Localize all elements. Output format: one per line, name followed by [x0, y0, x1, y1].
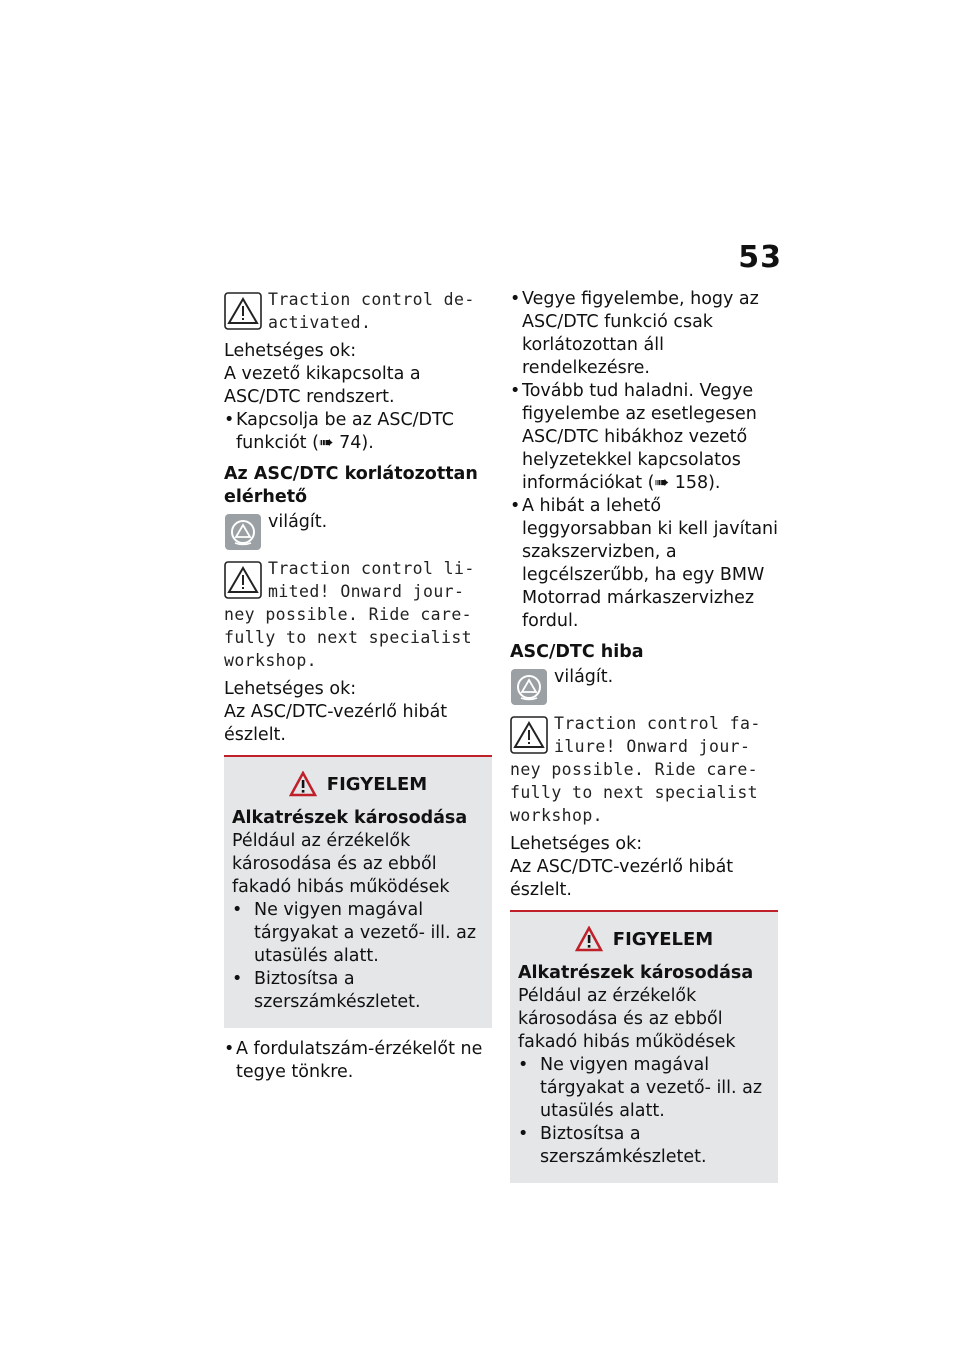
- list-item: • Kapcsolja be az ASC/DTC: [224, 409, 492, 432]
- warning-triangle-icon: [224, 292, 262, 330]
- message-line: fully to next specialist: [224, 628, 473, 647]
- message-line: activated.: [268, 313, 372, 332]
- message-line: workshop.: [510, 806, 604, 825]
- warning-icon: [575, 926, 603, 952]
- display-message-deactivated: [224, 288, 492, 334]
- display-message-limited: [224, 557, 492, 603]
- warning-text: Például az érzékelők károsodása és az ebből fakadó hibás működések: [518, 986, 736, 1052]
- list-item-cont: funkciót (➠ 74).: [236, 433, 374, 453]
- section-heading: Az ASC/DTC korlátozottan elérhető: [224, 464, 478, 507]
- message-line: fully to next specialist: [510, 783, 759, 802]
- list-item: • A hibát a lehető leggyorsabban ki kell javítani szakszervizben, a legcélszerűbb, ha egy BMW Motorrad márkaszervizhez fordul.: [510, 495, 778, 633]
- warning-triangle-icon: [224, 561, 262, 599]
- message-line: ney possible. Ride care-: [510, 760, 759, 779]
- indicator-lamp-row: [224, 511, 492, 551]
- cause-label: Lehetséges ok:: [224, 679, 357, 699]
- lamp-text: világít.: [554, 667, 614, 687]
- cause-text: Az ASC/DTC-vezérlő hibát észlelt.: [510, 857, 734, 900]
- warning-list-item: • Biztosítsa a szerszámkészletet.: [518, 1123, 770, 1169]
- display-message-failure: [510, 712, 778, 758]
- warning-box: [224, 755, 492, 1028]
- warning-triangle-icon: [510, 716, 548, 754]
- message-line: mited! Onward jour-: [268, 582, 465, 601]
- warning-icon: [289, 771, 317, 797]
- right-column: [510, 288, 778, 1193]
- cause-text: Az ASC/DTC-vezérlő hibát észlelt.: [224, 702, 448, 745]
- warning-title: FIGYELEM: [326, 773, 428, 795]
- asc-dtc-indicator-icon: [510, 668, 548, 706]
- list-item: • A fordulatszám-érzékelőt ne tegye tönkre.: [224, 1038, 492, 1084]
- warning-text: Például az érzékelők károsodása és az ebből fakadó hibás működések: [232, 831, 450, 897]
- warning-list-item: • Ne vigyen magával tárgyakat a vezető- ill. az utasülés alatt.: [232, 899, 484, 968]
- message-line: Traction control fa-: [554, 714, 761, 733]
- list-item: • Vegye figyelembe, hogy az ASC/DTC funkció csak korlátozottan áll rendelkezésre.: [510, 288, 778, 380]
- list-item: • Tovább tud haladni. Vegye figyelembe az esetlegesen ASC/DTC hibákhoz vezető helyzetekkel kapcsolatos információkat (➠ 158).: [510, 380, 778, 495]
- asc-dtc-indicator-icon: [224, 513, 262, 551]
- warning-list-item: • Biztosítsa a szerszámkészletet.: [232, 968, 484, 1014]
- warning-subtitle: Alkatrészek károsodása: [518, 963, 754, 983]
- warning-list-item: • Ne vigyen magával tárgyakat a vezető- ill. az utasülés alatt.: [518, 1054, 770, 1123]
- cause-label: Lehetséges ok:: [510, 834, 643, 854]
- message-line: ilure! Onward jour-: [554, 737, 751, 756]
- page-number: 53: [738, 240, 782, 275]
- section-heading: ASC/DTC hiba: [510, 642, 644, 662]
- message-line: Traction control li-: [268, 559, 475, 578]
- warning-subtitle: Alkatrészek károsodása: [232, 808, 468, 828]
- cause-label: Lehetséges ok:: [224, 341, 357, 361]
- left-column: [224, 288, 492, 1084]
- message-line: ney possible. Ride care-: [224, 605, 473, 624]
- cause-text: A vezető kikapcsolta a ASC/DTC rendszert.: [224, 364, 421, 407]
- indicator-lamp-row: [510, 666, 778, 706]
- message-line: workshop.: [224, 651, 318, 670]
- warning-box: [510, 910, 778, 1183]
- lamp-text: világít.: [268, 512, 328, 532]
- message-line: Traction control de-: [268, 290, 475, 309]
- warning-title: FIGYELEM: [612, 928, 714, 950]
